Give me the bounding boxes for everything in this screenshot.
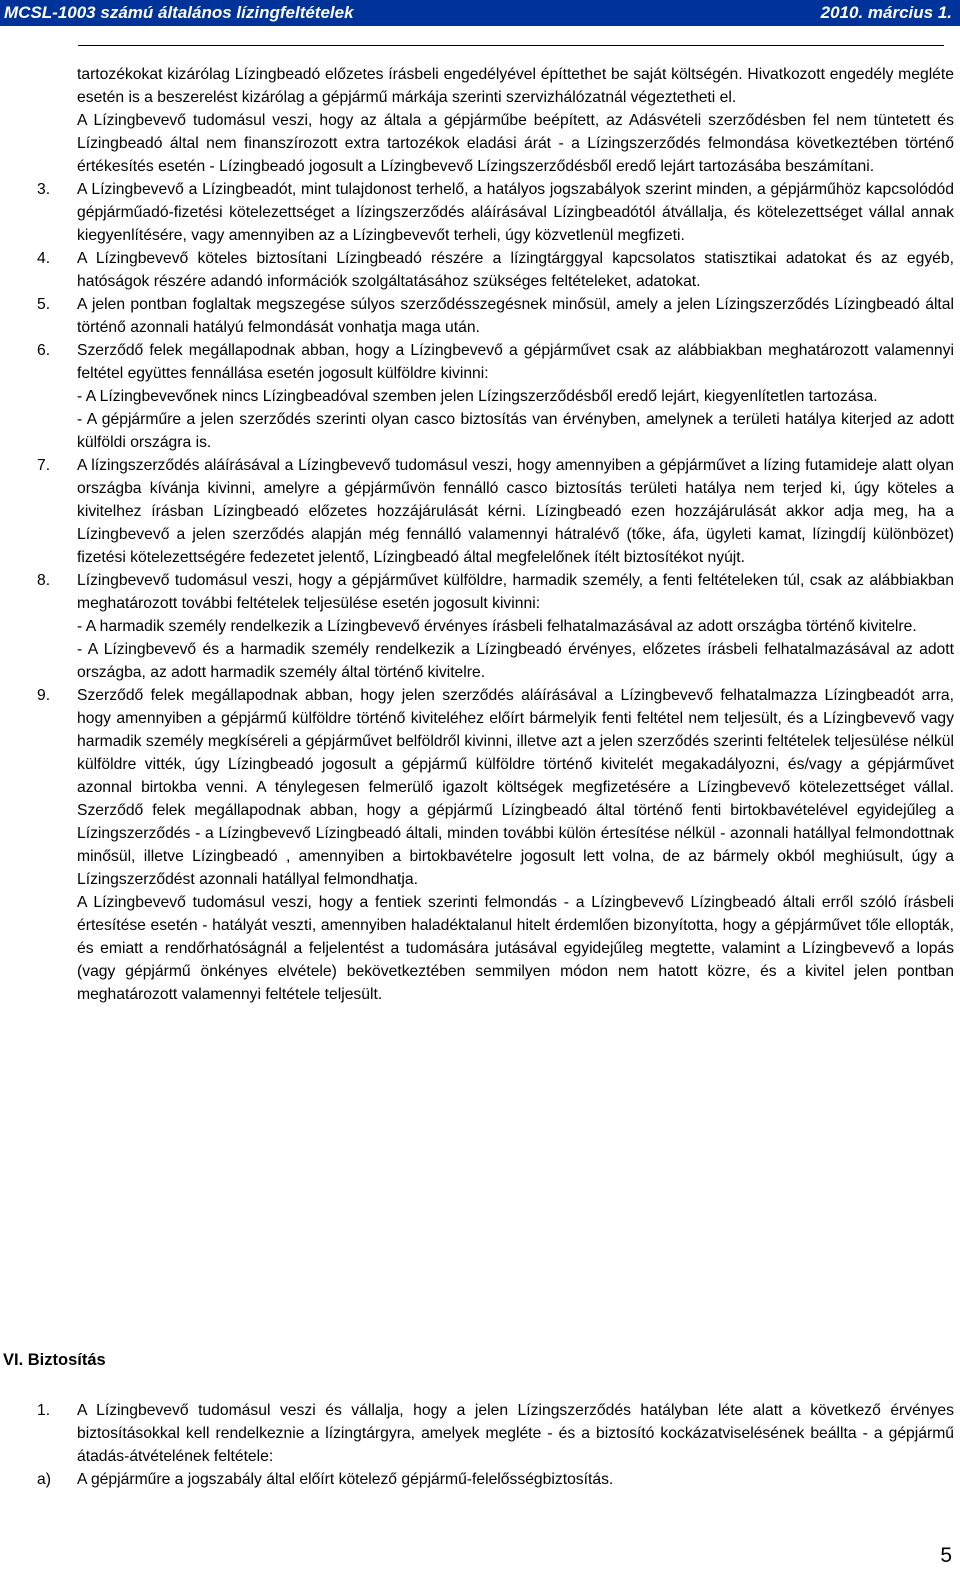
- item-subpoint: - A Lízingbevevő és a harmadik személy rendelkezik a Lízingbeadó érvényes, előzetes írásbeli felhatalmazásával az adott országba, az adott harmadik személy által történő kivitelre.: [77, 641, 954, 681]
- item-text: A Lízingbevevő tudomásul veszi, hogy a fentiek szerinti felmondás - a Lízingbevevő Lízingbeadó általi erről szóló írásbeli értesítése esetén - hatályát veszti, amennyiben haladéktalanul hitelt érdemlően bizonyította, hogy a gépjárművet tőle ellopták, és emiatt a rendőrhatóságnál a feljelentést a tudomására jutásával egyidejűleg megtette, valamint a Lízingbevevő a lopás (vagy gépjármű önkényes elvétele) bekövetkeztében semmilyen módon nem hatott közre, és a kivitel jelen pontban meghatározott valamennyi feltétele teljesült.: [77, 894, 954, 1003]
- item-text: A lízingszerződés aláírásával a Lízingbevevő tudomásul veszi, hogy amennyiben a gépjárművet a lízing futamideje alatt olyan országba kívánja kivinni, amelyre a gépjárművön fennálló casco biztosítás területi hatálya nem terjed ki, úgy köteles a kivitelhez írásban Lízingbeadó előzetes hozzájárulását kérni. Lízingbeadó ezen hozzájárulását akkor adja meg, ha a Lízingbevevő a jelen szerződés alapján még fennálló valamennyi hátralévő (tőke, áfa, ügyleti kamat, lízingdíj különbözet) fizetési kötelezettségére fedezetet jelentő, Lízingbeadó által megfelelőnek ítélt biztosítékot nyújt.: [77, 457, 954, 566]
- list-item: [0, 1468, 960, 1491]
- document-body: [0, 63, 960, 1006]
- item-number: 1.: [37, 1402, 51, 1419]
- document-date: 2010. március 1.: [820, 3, 952, 22]
- list-item: [0, 569, 960, 684]
- item-number: 8.: [37, 572, 51, 589]
- list-item: [0, 293, 960, 339]
- page-header: [0, 0, 960, 26]
- list-item: [0, 1399, 960, 1468]
- header-rule: [78, 45, 944, 46]
- list-item: [0, 339, 960, 454]
- item-number: 3.: [37, 181, 51, 198]
- item-text: Lízingbevevő tudomásul veszi, hogy a gépjárművet külföldre, harmadik személy, a fenti feltételeken túl, csak az alábbiakban meghatározott további feltételek teljesülése esetén jogosult kivinni:: [77, 572, 954, 612]
- section-title: VI. Biztosítás: [3, 1351, 106, 1369]
- item-number: 5.: [37, 296, 51, 313]
- item-number: 6.: [37, 342, 51, 359]
- item-text: A Lízingbevevő a Lízingbeadót, mint tulajdonost terhelő, a hatályos jogszabályok szerint minden, a gépjárműhöz kapcsolódód gépjárműadó-fizetési kötelezettséget a lízingszerződés aláírásával Lízingbeadótól átvállalja, és kötelezettséget vállal annak kiegyenlítésére, vagy amennyiben az a Lízingbevevőt terheli, úgy közvetlenül megfizeti.: [77, 181, 954, 244]
- list-item: [0, 178, 960, 247]
- item-text: A Lízingbevevő tudomásul veszi és vállalja, hogy a jelen Lízingszerződés hatályban léte alatt a következő érvényes biztosításokkal kell rendelkeznie a lízingtárgyra, amelyek megléte - és a biztosító kockázatviselésének beállta - a gépjármű átadás-átvételének feltétele:: [77, 1402, 954, 1465]
- item-text: Szerződő felek megállapodnak abban, hogy a Lízingbevevő a gépjárművet csak az alábbiakban meghatározott valamennyi feltétel együttes fennállása esetén jogosult külföldre kivinni:: [77, 342, 954, 382]
- section-body: [0, 1399, 960, 1491]
- item-number: 4.: [37, 250, 51, 267]
- page-number: 5: [940, 1544, 952, 1567]
- list-item: [0, 454, 960, 569]
- intro-paragraph: tartozékokat kizárólag Lízingbeadó előzetes írásbeli engedélyével építtethet be saját költségén. Hivatkozott engedély megléte esetén is a beszerelést kizárólag a gépjármű márkája szerinti szervizhálózatnál végeztetheti el.: [77, 66, 954, 106]
- item-subpoint: - A gépjárműre a jelen szerződés szerinti olyan casco biztosítás van érvényben, amelynek a területi hatálya kiterjed az adott külföldi országra is.: [77, 411, 954, 451]
- item-number: 7.: [37, 457, 51, 474]
- item-number: a): [37, 1471, 51, 1488]
- intro-paragraph: A Lízingbevevő tudomásul veszi, hogy az általa a gépjárműbe beépített, az Adásvételi szerződésben fel nem tüntetett és Lízingbeadó által nem finanszírozott extra tartozékok eladási árát - a Lízingszerződés felmondása következtében történő értékesítés esetén - Lízingbeadó jogosult a Lízingbevevő Lízingszerződésből eredő lejárt tartozásába beszámítani.: [77, 112, 954, 175]
- document-title: MCSL-1003 számú általános lízingfeltételek: [4, 3, 354, 22]
- item-text: A Lízingbevevő köteles biztosítani Lízingbeadó részére a lízingtárggyal kapcsolatos statisztikai adatokat és az egyéb, hatóságok részére adandó információk szolgáltatásához szükséges feltételeket, adatokat.: [77, 250, 954, 290]
- item-text: A jelen pontban foglaltak megszegése súlyos szerződésszegésnek minősül, amely a jelen Lízingszerződés Lízingbeadó által történő azonnali hatályú felmondását vonhatja maga után.: [77, 296, 954, 336]
- list-item: [0, 247, 960, 293]
- list-item: [0, 684, 960, 1006]
- item-text: A gépjárműre a jogszabály által előírt kötelező gépjármű-felelősségbiztosítás.: [77, 1471, 614, 1488]
- item-number: 9.: [37, 687, 51, 704]
- item-subpoint: - A harmadik személy rendelkezik a Lízingbevevő érvényes írásbeli felhatalmazásával az adott országba történő kivitelre.: [77, 618, 917, 635]
- item-subpoint: - A Lízingbevevőnek nincs Lízingbeadóval szemben jelen Lízingszerződésből eredő lejárt, kiegyenlítetlen tartozása.: [77, 388, 878, 405]
- item-text: Szerződő felek megállapodnak abban, hogy jelen szerződés aláírásával a Lízingbevevő felhatalmazza Lízingbeadót arra, hogy amennyiben a gépjármű külföldre történő kiviteléhez előírt bármelyik fenti feltétel nem teljesült, és a Lízingbevevő vagy harmadik személy megkíséreli a gépjárművet belföldről kivinni, illetve azt a jelen szerződés szerinti feltételek teljesülése nélkül külföldre vitték, úgy Lízingbeadó jogosult a gépjármű külföldre történő kivitelét megakadályozni, és/vagy a gépjárművet azonnal birtokba venni. A ténylegesen felmerülő igazolt költségek megfizetésére a Lízingbevevő kötelezettséget vállal. Szerződő felek megállapodnak abban, hogy a gépjármű Lízingbeadó által történő fenti birtokbavételével egyidejűleg a Lízingszerződés - a Lízingbevevő Lízingbeadó általi, minden további külön értesítése nélkül - azonnali hatállyal felmondottnak minősül, illetve Lízingbeadó , amennyiben a birtokbavételre jogosult lett volna, de az bármely okból meghiúsult, úgy a Lízingszerződést azonnali hatállyal felmondhatja.: [77, 687, 954, 888]
